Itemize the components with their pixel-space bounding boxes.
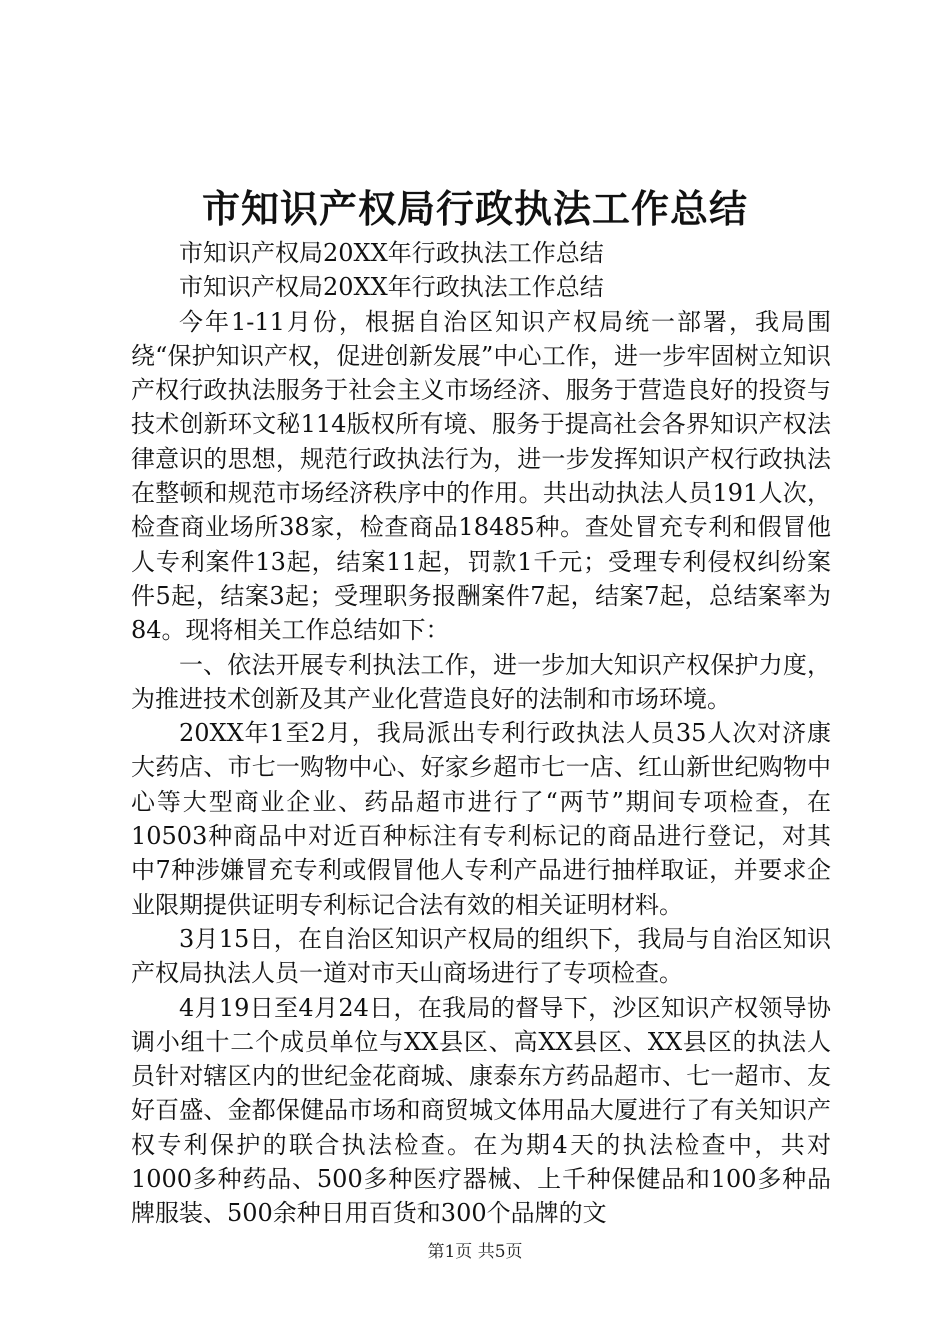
document-title: 市知识产权局行政执法工作总结 [201,186,748,231]
paragraph-april-inspection: 4月19日至4月24日，在我局的督导下，沙区知识产权领导协调小组十二个成员单位与XX县区、高XX县区、XX县区的执法人员针对辖区内的世纪金花商城、康泰东方药品超市、七一超市、友好百盛、金都保健品市场和商贸城文体用品大厦进行了有关知识产权专利保护的联合执法检查。在为期4天的执法检查中，共对1000多种药品、500多种医疗器械、上千种保健品和100多种品牌服装、500余种日用百货和300个品牌的文 [131,993,831,1228]
page-number-footer: 第1页 共5页 [427,1242,523,1262]
document-body [131,236,831,1231]
paragraph-summary: 今年1-11月份，根据自治区知识产权局统一部署，我局围绕“保护知识产权，促进创新发展”中心工作，进一步牢固树立知识产权行政执法服务于社会主义市场经济、服务于营造良好的投资与技术创新环文秘114版权所有境、服务于提高社会各界知识产权法律意识的思想，规范行政执法行为，进一步发挥知识产权行政执法在整顿和规范市场经济秩序中的作用。共出动执法人员191人次，检查商业场所38家，检查商品18485种。查处冒充专利和假冒他人专利案件13起，结案11起，罚款1千元；受理专利侵权纠纷案件5起，结案3起；受理职务报酬案件7起，结案7起，总结案率为84。现将相关工作总结如下： [131,307,831,645]
paragraph-march-inspection: 3月15日，在自治区知识产权局的组织下，我局与自治区知识产权局执法人员一道对市天山商场进行了专项检查。 [131,924,831,988]
paragraph-subtitle-1: 市知识产权局20XX年行政执法工作总结 [179,239,604,267]
paragraph-jan-feb-inspection: 20XX年1至2月，我局派出专利行政执法人员35人次对济康大药店、市七一购物中心、好家乡超市七一店、红山新世纪购物中心等大型商业企业、药品超市进行了“两节”期间专项检查，在10503种商品中对近百种标注有专利标记的商品进行登记，对其中7种涉嫌冒充专利或假冒他人专利产品进行抽样取证，并要求企业限期提供证明专利标记合法有效的相关证明材料。 [131,719,831,919]
paragraph-section-heading: 一、依法开展专利执法工作，进一步加大知识产权保护力度，为推进技术创新及其产业化营造良好的法制和市场环境。 [131,650,831,713]
paragraph-subtitle-2: 市知识产权局20XX年行政执法工作总结 [179,273,604,302]
